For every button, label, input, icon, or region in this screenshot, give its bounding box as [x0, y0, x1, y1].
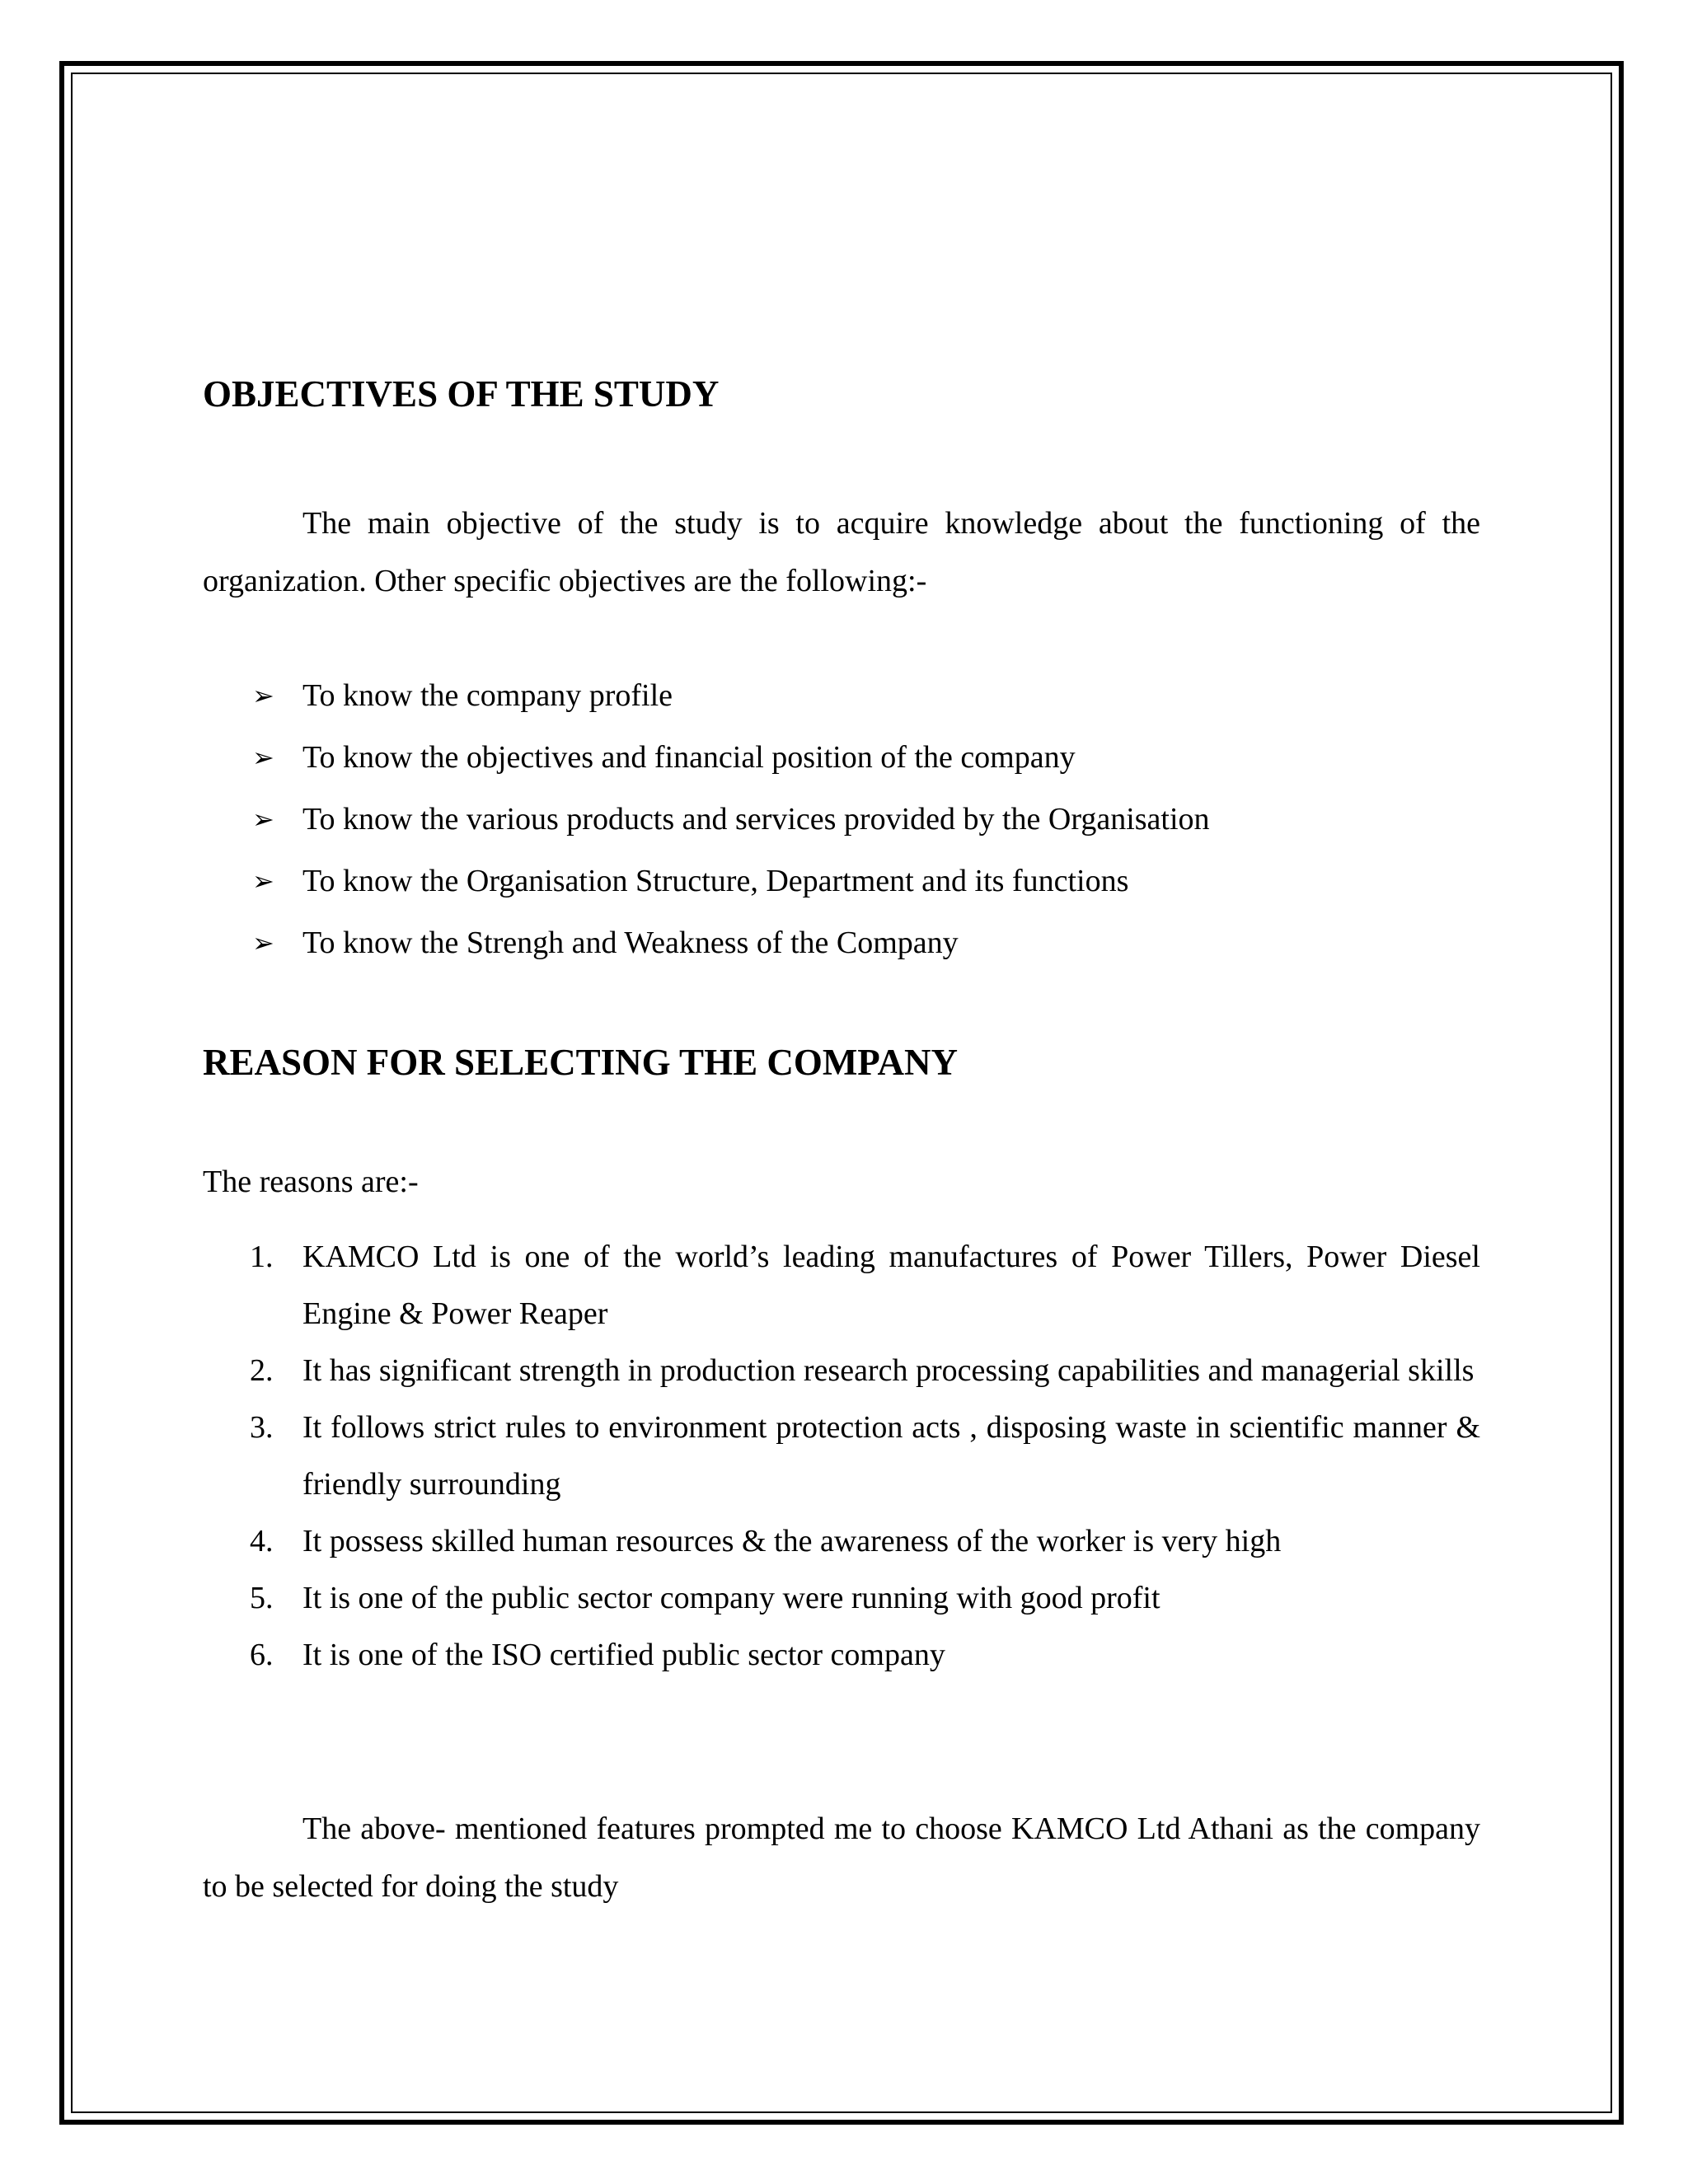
list-item	[252, 912, 1480, 974]
item-number: 2.	[250, 1353, 274, 1388]
item-number: 5.	[250, 1581, 274, 1615]
objective-text: To know the Strengh and Weakness of the Company	[302, 926, 959, 960]
item-number: 4.	[250, 1524, 274, 1558]
arrow-bullet-icon: ➢	[252, 743, 274, 772]
item-number: 3.	[250, 1410, 274, 1445]
list-item	[250, 1229, 1480, 1343]
reason-text: It follows strict rules to environment protection acts , disposing waste in scientific manner & friendly surrounding	[302, 1410, 1480, 1502]
reason-text: It is one of the ISO certified public sector company	[302, 1638, 945, 1672]
objectives-list	[252, 665, 1480, 974]
list-item	[250, 1343, 1480, 1399]
reason-text: It has significant strength in production research processing capabilities and managerial skills	[302, 1353, 1475, 1388]
list-item	[250, 1399, 1480, 1513]
reason-heading: REASON FOR SELECTING THE COMPANY	[203, 1042, 958, 1083]
objective-text: To know the objectives and financial position of the company	[302, 740, 1076, 775]
objective-text: To know the Organisation Structure, Department and its functions	[302, 864, 1129, 898]
list-item	[250, 1570, 1480, 1627]
list-item	[250, 1513, 1480, 1570]
reason-text: It possess skilled human resources & the awareness of the worker is very high	[302, 1524, 1282, 1558]
reasons-lead: The reasons are:-	[203, 1165, 419, 1199]
reasons-list	[250, 1229, 1480, 1684]
list-item	[250, 1627, 1480, 1684]
list-item	[252, 789, 1480, 851]
closing-paragraph: The above- mentioned features prompted me to choose KAMCO Ltd Athani as the company to be selected for doing the study	[203, 1811, 1480, 1904]
list-item	[252, 665, 1480, 727]
reason-text: KAMCO Ltd is one of the world’s leading manufactures of Power Tillers, Power Diesel Engine & Power Reaper	[302, 1240, 1480, 1331]
objective-text: To know the company profile	[302, 678, 673, 713]
objectives-heading: OBJECTIVES OF THE STUDY	[203, 373, 720, 415]
arrow-bullet-icon: ➢	[252, 866, 274, 896]
item-number: 1.	[250, 1240, 274, 1274]
objective-text: To know the various products and services provided by the Organisation	[302, 802, 1210, 837]
list-item	[252, 851, 1480, 912]
reason-text: It is one of the public sector company were running with good profit	[302, 1581, 1160, 1615]
list-item	[252, 727, 1480, 789]
arrow-bullet-icon: ➢	[252, 928, 274, 958]
arrow-bullet-icon: ➢	[252, 804, 274, 834]
objectives-intro: The main objective of the study is to acquire knowledge about the functioning of the organization. Other specific objectives are the following:-	[203, 506, 1480, 598]
item-number: 6.	[250, 1638, 274, 1672]
arrow-bullet-icon: ➢	[252, 681, 274, 710]
